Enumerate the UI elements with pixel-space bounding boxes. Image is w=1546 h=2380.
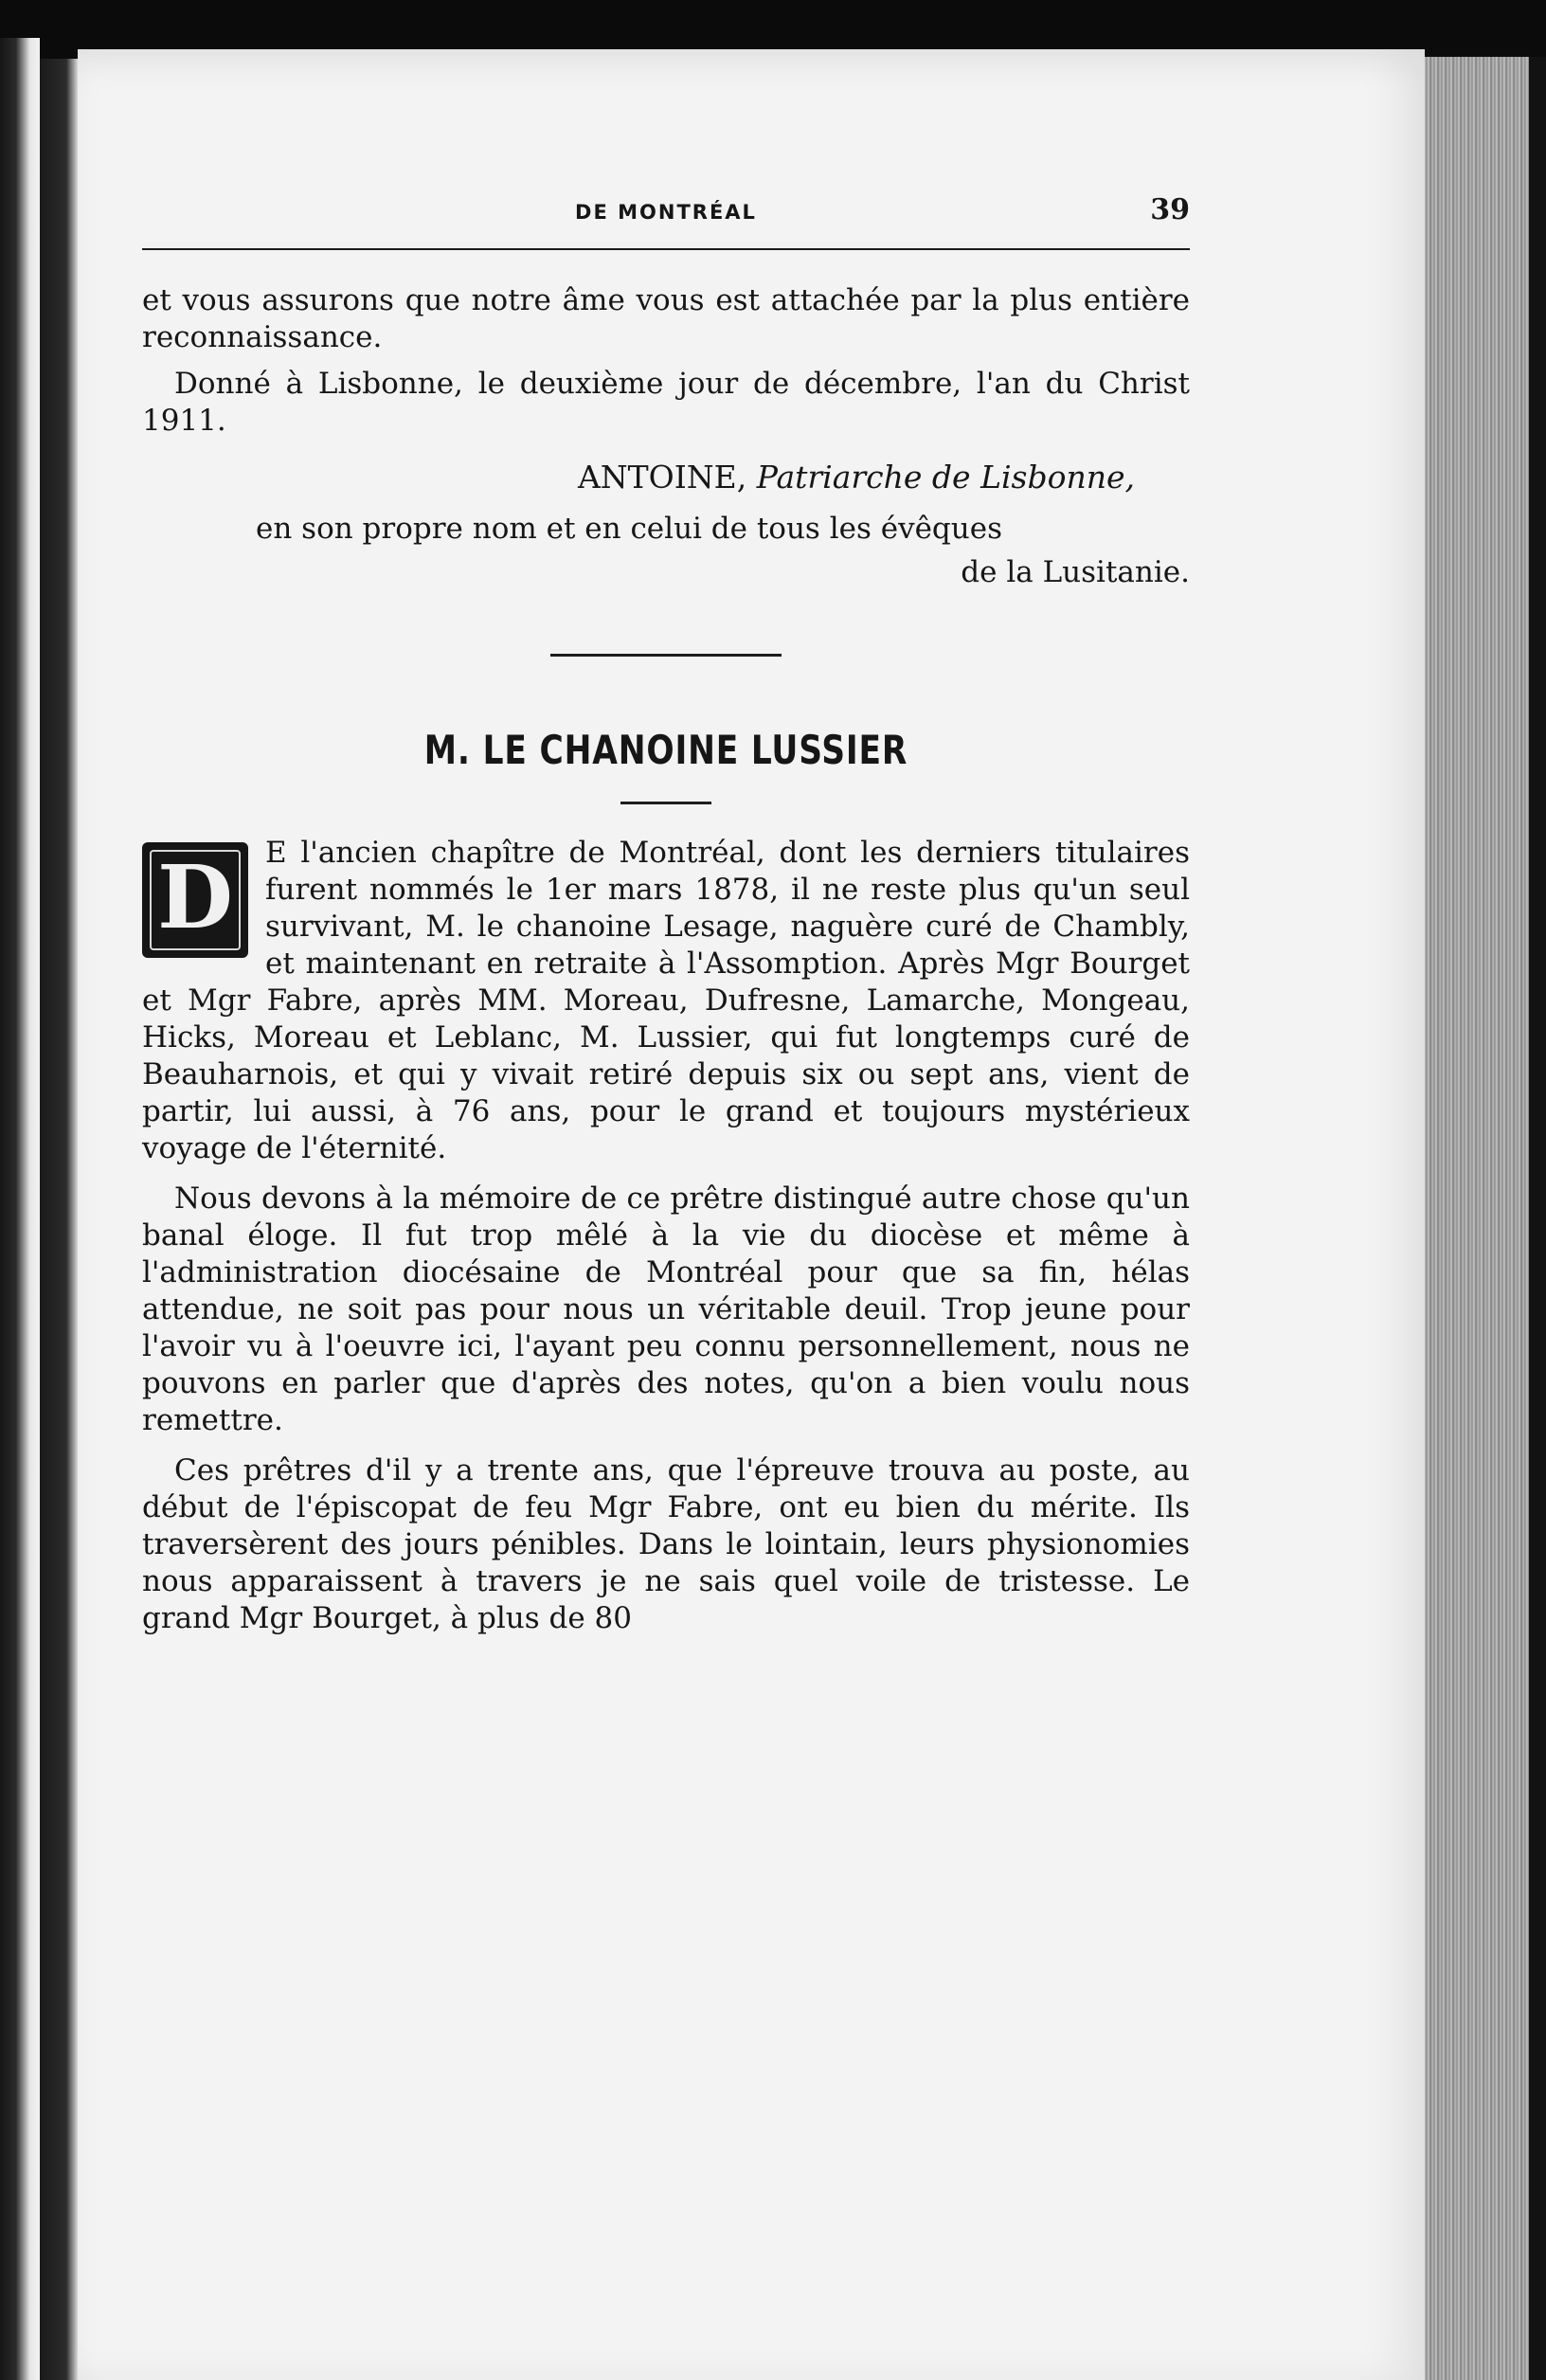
- signature-line: [578, 459, 1135, 496]
- page-stack-edge: [1425, 57, 1546, 2380]
- page-content: [142, 180, 1190, 1637]
- article-body: [142, 835, 1190, 1637]
- letter-dateline: Donné à Lisbonne, le deuxième jour de décembre, l'an du Christ 1911.: [142, 367, 1190, 438]
- section-separator: [550, 654, 782, 657]
- signature-role: Patriarche de Lisbonne,: [756, 459, 1135, 496]
- letter-ending: [142, 282, 1190, 614]
- signature-line-2: en son propre nom et en celui de tous les évêques: [256, 512, 1002, 546]
- running-header: [142, 180, 1190, 237]
- paragraph-2: Nous devons à la mémoire de ce prêtre distingué autre chose qu'un banal éloge. Il fut trop mêlé à la vie du diocèse et même à l'administration diocésaine de Montréal pour que sa fin, hélas attendue, ne soit pas pour nous un véritable deuil. Trop jeune pour l'avoir vu à l'oeuvre ici, l'ayant peu connu personnellement, nous ne pouvons en parler que d'après des notes, qu'on a bien voulu nous remettre.: [142, 1181, 1190, 1437]
- running-title: DE MONTRÉAL: [575, 201, 757, 224]
- paragraph-3: Ces prêtres d'il y a trente ans, que l'épreuve trouva au poste, au début de l'épiscopat de feu Mgr Fabre, ont eu bien du mérite. Ils traversèrent des jours pénibles. Dans le lointain, leurs physionomies nous apparaissent à travers je ne sais quel voile de tristesse. Le grand Mgr Bourget, à plus de 80: [142, 1453, 1190, 1635]
- header-rule: [142, 248, 1190, 250]
- ornamental-dropcap: [142, 842, 248, 958]
- letter-closing: et vous assurons que notre âme vous est attachée par la plus entière reconnaissance.: [142, 283, 1190, 354]
- signature-line-3: de la Lusitanie.: [961, 555, 1190, 589]
- book-gutter: [40, 59, 78, 2380]
- article-title: M. LE CHANOINE LUSSIER: [423, 727, 908, 773]
- signature-name: ANTOINE,: [577, 459, 747, 496]
- dropcap-letter: D: [157, 846, 233, 948]
- letter-signature: [142, 453, 1190, 614]
- previous-page-edge: [0, 38, 40, 2380]
- page-number: 39: [1150, 193, 1190, 226]
- title-rule: [620, 802, 711, 804]
- paragraph-1: E l'ancien chapître de Montréal, dont les derniers titulaires furent nommés le 1er mars 1878, il ne reste plus qu'un seul survivant, M. le chanoine Lesage, naguère curé de Chambly, et maintenant en retraite à l'Assomption. Après Mgr Bourget et Mgr Fabre, après MM. Moreau, Dufresne, Lamarche, Mongeau, Hicks, Moreau et Leblanc, M. Lussier, qui fut longtemps curé de Beauharnois, et qui y vivait retiré depuis six ou sept ans, vient de partir, lui aussi, à 76 ans, pour le grand et toujours mystérieux voyage de l'éternité.: [142, 836, 1190, 1165]
